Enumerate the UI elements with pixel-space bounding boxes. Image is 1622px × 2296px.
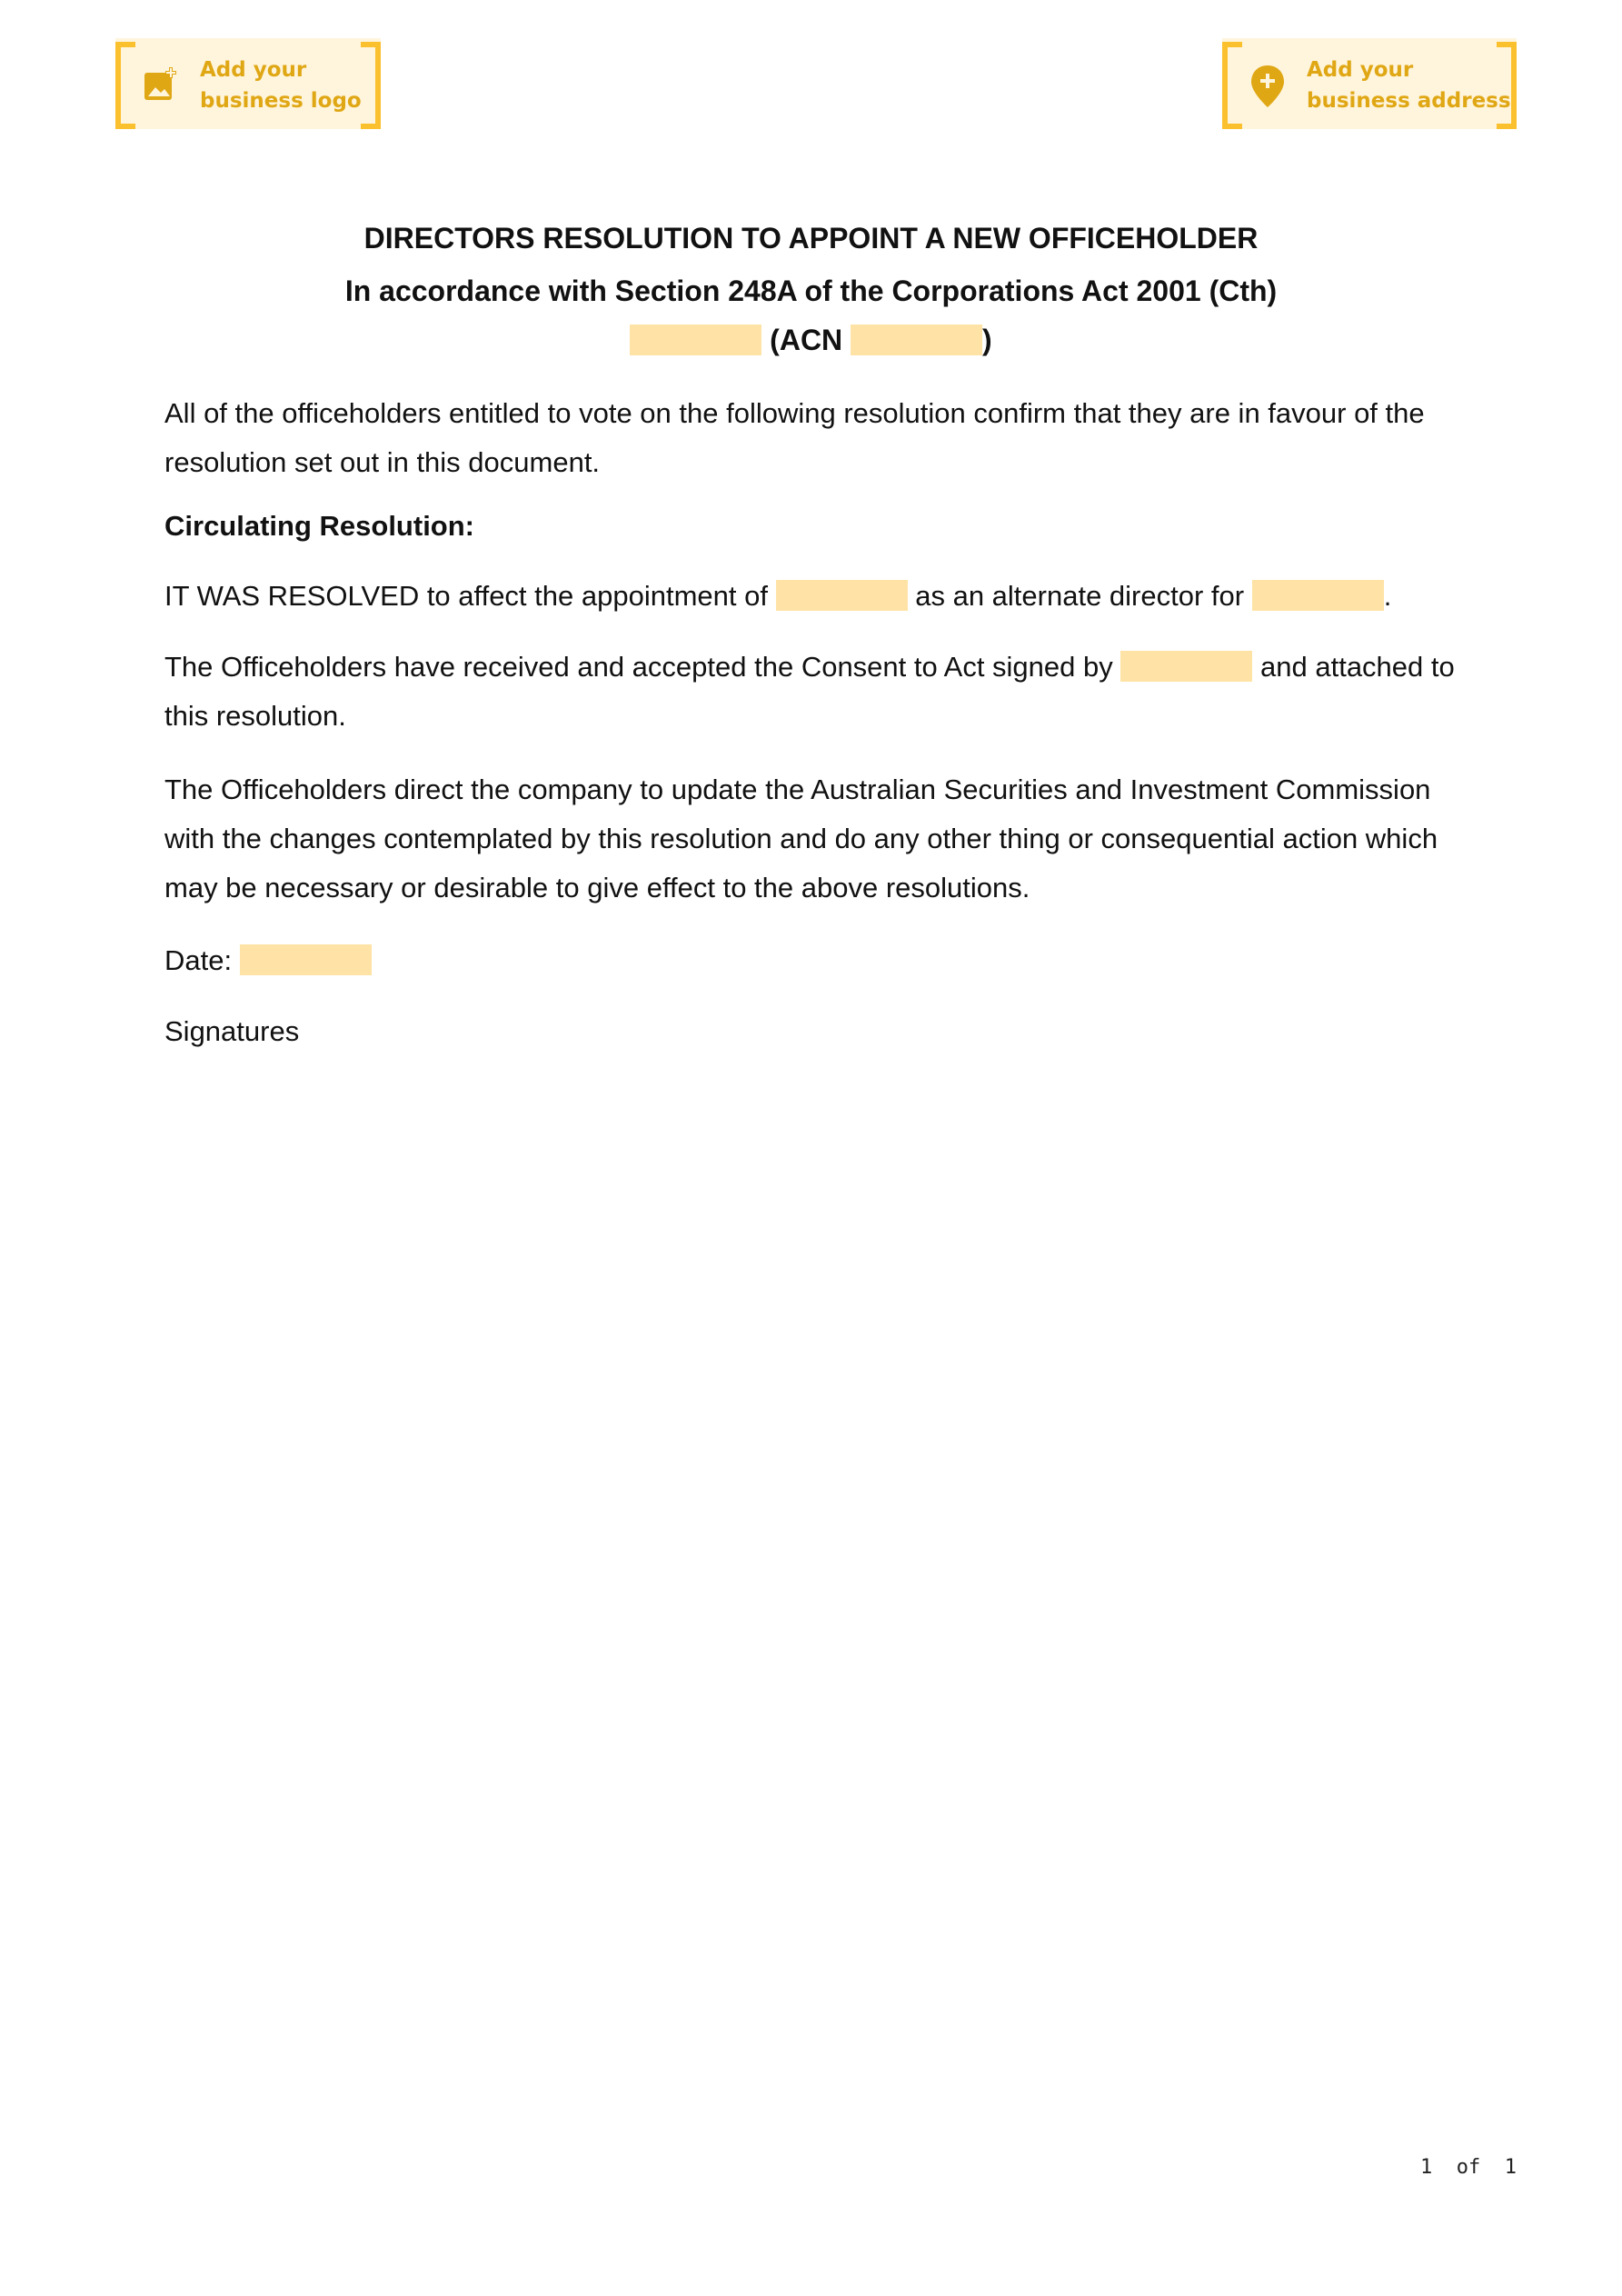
acn-close-label: ): [982, 324, 992, 356]
image-add-icon: [143, 67, 179, 108]
intro-paragraph: All of the officeholders entitled to vote on the following resolution confirm that they are in favour of the resolution set out in this document.: [164, 397, 1425, 478]
document-subtitle: In accordance with Section 248A of the Corporations Act 2001 (Cth): [344, 275, 1278, 307]
date-field[interactable]: [240, 944, 372, 975]
consent-paragraph: [164, 643, 1482, 741]
resolved-text-1: IT WAS RESOLVED to affect the appointment of: [164, 580, 768, 612]
logo-placeholder-text: [200, 55, 362, 116]
page-number: 1 of 1: [1420, 2156, 1517, 2179]
date-label: Date:: [164, 944, 233, 976]
document-title: DIRECTORS RESOLUTION TO APPOINT A NEW OFFICEHOLDER: [363, 222, 1259, 255]
appointee-name-field[interactable]: [776, 580, 908, 611]
date-line: [164, 936, 1482, 985]
bracket-right: [361, 42, 381, 129]
direction-paragraph: The Officeholders direct the company to update the Australian Securities and Investment Commission with the changes contemplated by this resolution and do any other thing or consequential action which may be necessary or desirable to give effect to the above resolutions.: [164, 774, 1438, 903]
company-name-field[interactable]: [630, 324, 761, 355]
bracket-left: [1222, 42, 1242, 129]
consent-text-2: and attached to this resolution.: [164, 651, 1455, 732]
resolved-text-end: .: [1383, 580, 1392, 612]
logo-placeholder-line2: business logo: [200, 89, 362, 113]
add-business-address-button[interactable]: [1222, 38, 1517, 129]
logo-placeholder-line1: Add your: [200, 58, 307, 82]
location-pin-add-icon: [1249, 64, 1286, 114]
consent-signer-field[interactable]: [1120, 651, 1252, 682]
address-placeholder-line1: Add your: [1307, 58, 1414, 82]
address-placeholder-line2: business address: [1307, 89, 1511, 113]
company-acn-line: [0, 322, 1622, 358]
resolved-text-2: as an alternate director for: [915, 580, 1245, 612]
add-business-logo-button[interactable]: [115, 38, 381, 129]
bracket-left: [115, 42, 135, 129]
acn-open-label: (ACN: [770, 324, 843, 356]
acn-number-field[interactable]: [851, 324, 982, 355]
signatures-label: Signatures: [164, 1015, 300, 1047]
section-heading: Circulating Resolution:: [164, 510, 474, 542]
resolved-paragraph: [164, 572, 1482, 621]
address-placeholder-text: [1307, 55, 1511, 116]
consent-text-1: The Officeholders have received and accepted the Consent to Act signed by: [164, 651, 1113, 683]
principal-director-field[interactable]: [1252, 580, 1384, 611]
